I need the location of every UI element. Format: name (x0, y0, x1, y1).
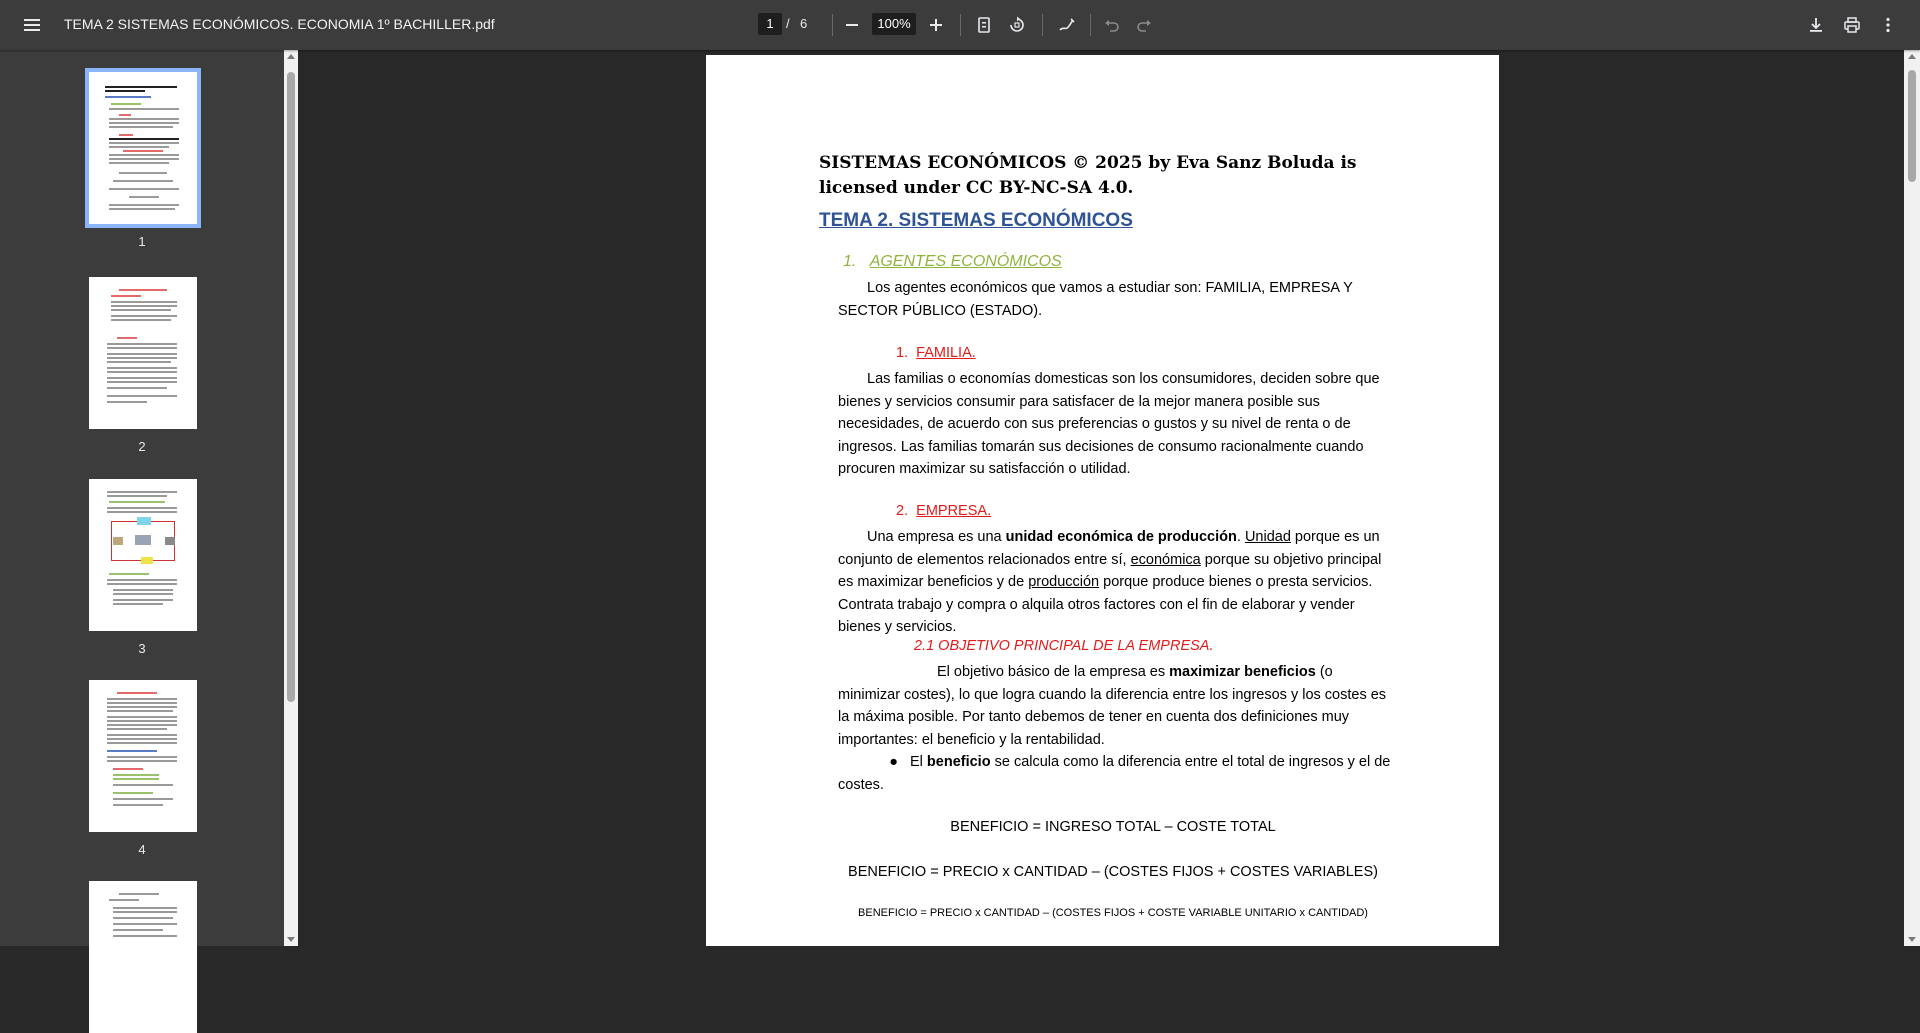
thumbnail-image (89, 881, 197, 1033)
text-run: . (1236, 529, 1245, 545)
thumbnail-page-4[interactable] (0, 680, 284, 860)
thumbnail-page-2[interactable] (0, 277, 284, 457)
scroll-down-arrow-icon[interactable] (1908, 937, 1916, 942)
text-run: porque es un conjunto de elementos relacionados entre sí, (838, 529, 1380, 568)
download-icon[interactable] (1804, 13, 1828, 37)
scroll-up-arrow-icon[interactable] (1908, 54, 1916, 59)
redo-icon[interactable] (1132, 13, 1156, 37)
thumbnail-page-1[interactable] (0, 72, 284, 252)
total-pages: 6 (800, 16, 808, 31)
bold-text: unidad económica de producción (1005, 529, 1237, 545)
thumbnail-page-5[interactable] (0, 881, 284, 946)
section-number: 1. (843, 253, 857, 270)
fit-page-icon[interactable] (972, 13, 996, 37)
subsection-heading (896, 345, 976, 361)
formula: BENEFICIO = INGRESO TOTAL – COSTE TOTAL (950, 819, 1276, 835)
draw-icon[interactable] (1055, 13, 1079, 37)
thumbnail-label: 3 (138, 641, 146, 656)
toolbar-divider (1090, 14, 1091, 36)
formula: BENEFICIO = PRECIO x CANTIDAD – (COSTES FIJOS + COSTE VARIABLE UNITARIO x CANTIDAD) (858, 907, 1368, 919)
thumbnail-label: 4 (138, 842, 146, 857)
paragraph (838, 526, 1394, 639)
more-vert-icon[interactable] (1876, 13, 1900, 37)
thumbnail-sidebar (0, 50, 284, 946)
text-run: porque su objetivo principal es maximizar beneficios y de (838, 551, 1382, 590)
paragraph-text: Las familias o economías domesticas son los consumidores, deciden sobre que bienes y servicios consumir para satisfacer de la mejor manera posible sus necesidades, de acuerdo con sus preferencias o gustos y su nivel de renta o de ingresos. Las familias tomarán sus decisiones de consumo racionalmente cuando procuren maximizar su satisfacción o utilidad. (838, 371, 1380, 477)
minus-icon[interactable] (840, 13, 864, 37)
text-run: se calcula como la diferencia entre el total de ingresos y el de costes. (838, 754, 1391, 793)
thumbnail-label: 2 (138, 439, 146, 454)
scrollbar-thumb[interactable] (1908, 70, 1916, 182)
document-title: TEMA 2 SISTEMAS ECONÓMICOS. ECONOMIA 1º BACHILLER.pdf (64, 16, 495, 32)
print-icon[interactable] (1840, 13, 1864, 37)
viewer-scrollbar[interactable] (1904, 50, 1920, 946)
section-heading (843, 253, 1062, 271)
subsection-number: 1. (896, 345, 909, 361)
subsection-title: FAMILIA. (916, 345, 976, 361)
text-run: (o minimizar costes), lo que logra cuando la diferencia entre los ingresos y los costes es la máxima posible. Por tanto debemos de tener en cuenta dos definiciones muy importantes: el beneficio y la rentabilidad. (838, 664, 1387, 748)
scroll-up-arrow-icon[interactable] (287, 54, 295, 59)
subsection-heading: 2.1 OBJETIVO PRINCIPAL DE LA EMPRESA. (914, 638, 1214, 654)
paragraph (838, 661, 1394, 751)
zoom-level-input[interactable]: 100% (872, 13, 916, 35)
subsection-title: EMPRESA. (916, 503, 992, 519)
paragraph (838, 368, 1394, 481)
bold-text: beneficio (926, 754, 991, 770)
thumbnail-page-3[interactable] (0, 479, 284, 659)
sidebar-scrollbar[interactable] (284, 50, 298, 946)
subsection-heading (896, 503, 991, 519)
bold-text: maximizar beneficios (1169, 664, 1316, 680)
underlined-text: producción (1028, 574, 1100, 590)
current-page-input[interactable]: 1 (758, 13, 782, 35)
bullet-item: ● El beneficio se calcula como la diferencia entre el total de ingresos y el de costes. (838, 754, 1391, 793)
license-line: SISTEMAS ECONÓMICOS © 2025 by Eva Sanz Boluda is licensed under CC BY-NC-SA 4.0. (819, 153, 1357, 198)
underlined-text: Unidad (1244, 529, 1291, 545)
text-run: El objetivo básico de la empresa es (937, 664, 1170, 680)
thumbnail-image (89, 680, 197, 832)
plus-icon[interactable] (924, 13, 948, 37)
scroll-down-arrow-icon[interactable] (287, 937, 295, 942)
scrollbar-thumb[interactable] (287, 72, 295, 702)
undo-icon[interactable] (1100, 13, 1124, 37)
text-run: Una empresa es una (867, 529, 1006, 545)
thumbnail-image (89, 277, 197, 429)
toolbar-divider (832, 14, 833, 36)
underlined-text: económica (1130, 551, 1201, 568)
thumbnail-image (89, 72, 197, 224)
pdf-page (706, 55, 1499, 946)
toolbar-divider (960, 14, 961, 36)
text-run: El (910, 754, 927, 770)
paragraph (838, 277, 1394, 322)
page-separator: / (786, 16, 790, 31)
menu-icon[interactable] (20, 13, 44, 37)
formula: BENEFICIO = PRECIO x CANTIDAD – (COSTES FIJOS + COSTES VARIABLES) (848, 864, 1378, 880)
rotate-icon[interactable] (1005, 13, 1029, 37)
section-title: AGENTES ECONÓMICOS (869, 253, 1062, 270)
thumbnail-label: 1 (138, 234, 146, 249)
document-heading: TEMA 2. SISTEMAS ECONÓMICOS (819, 210, 1133, 231)
pdf-toolbar (0, 0, 1920, 50)
toolbar-divider (1042, 14, 1043, 36)
subsection-number: 2. (896, 503, 909, 519)
thumbnail-image (89, 479, 197, 631)
text-run: porque produce bienes o presta servicios. Contrata trabajo y compra o alquila otros factores con el fin de elaborar y vender bienes y servicios. (838, 574, 1373, 635)
document-viewer[interactable] (298, 50, 1904, 946)
paragraph-text: Los agentes económicos que vamos a estudiar son: FAMILIA, EMPRESA Y SECTOR PÚBLICO (ESTADO). (838, 280, 1353, 319)
